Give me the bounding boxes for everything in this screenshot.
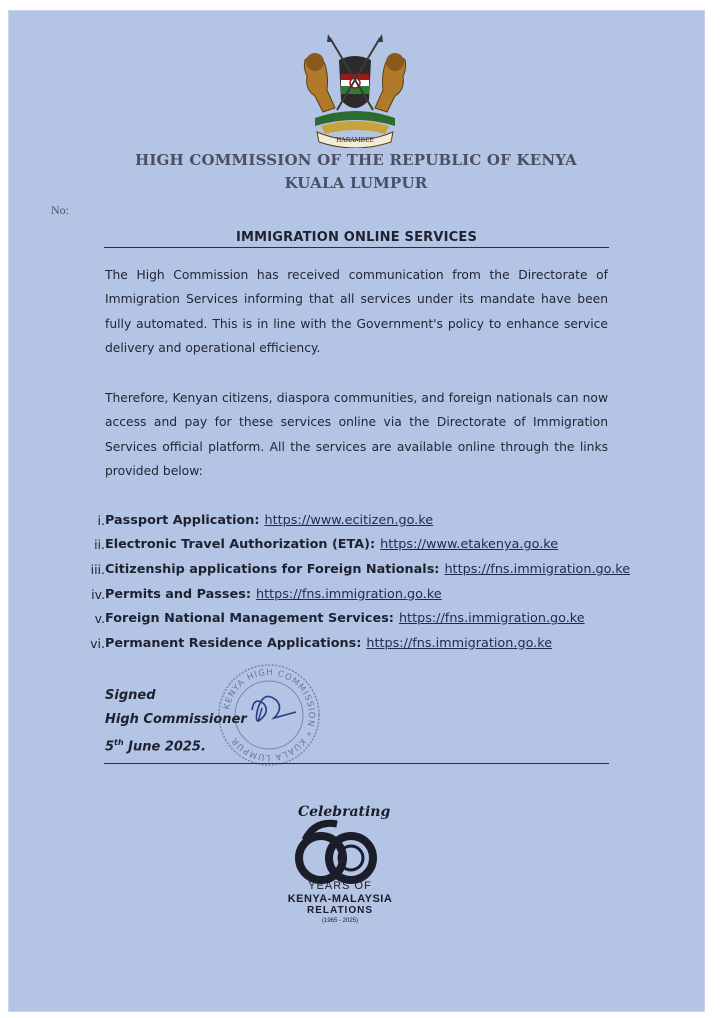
list-number: iii. [90, 561, 105, 577]
list-item [80, 631, 680, 656]
years-of-text: YEARS OF [308, 880, 372, 892]
signature-date [105, 731, 247, 759]
service-label: Permanent Residence Applications: [105, 635, 362, 651]
service-link[interactable]: https://www.ecitizen.go.ke [264, 512, 434, 528]
signed-label: Signed [105, 688, 156, 703]
list-number: v. [94, 611, 105, 627]
service-label: Citizenship applications for Foreign Nationals: [105, 561, 440, 577]
body-paragraph-2: Therefore, Kenyan citizens, diaspora communities, and foreign nationals can now access and pay for these services online via the Directorate of Immigration Services official platform. All the services are available online through the links provided below: [105, 391, 608, 478]
service-link[interactable]: https://fns.immigration.go.ke [255, 586, 442, 602]
svg-text:KENYA HIGH COMMISSION * KUALA: KENYA HIGH COMMISSION * KUALA LUMPUR [222, 667, 317, 763]
list-item [80, 533, 680, 558]
list-number: ii. [94, 537, 105, 553]
celebrating-text: Celebrating [298, 804, 391, 820]
body-paragraph-1: The High Commission has received communication from the Directorate of Immigration Services informing that all services under its mandate have been fully automated. This is in line with the Government's policy to enhance service delivery and operational efficiency. [105, 268, 608, 355]
signatory-title: High Commissioner [105, 711, 247, 727]
list-item [80, 557, 680, 582]
high-commission-city: KUALA LUMPUR [284, 174, 428, 192]
date-rest: June 2025. [123, 739, 206, 755]
svg-text:HARAMBEE: HARAMBEE [336, 137, 374, 144]
service-label: Foreign National Management Services: [105, 611, 394, 627]
services-list [80, 508, 680, 656]
list-number: vi. [90, 635, 105, 651]
service-link[interactable]: https://fns.immigration.go.ke [366, 635, 553, 651]
list-item [80, 606, 680, 631]
reference-number-label: No: [51, 203, 69, 217]
svg-text:60: 60 [339, 862, 341, 863]
date-suffix: th [114, 738, 124, 747]
relations-text: RELATIONS [306, 905, 374, 916]
list-number: i. [97, 512, 105, 528]
countries-text: KENYA-MALAYSIA [287, 893, 393, 905]
service-label: Permits and Passes: [105, 586, 251, 602]
service-label: Electronic Travel Authorization (ETA): [105, 537, 376, 553]
high-commission-title: HIGH COMMISSION OF THE REPUBLIC OF KENYA [134, 151, 578, 169]
signature-block [105, 684, 247, 759]
list-item [80, 582, 680, 607]
year-range-text: (1965 - 2025) [321, 918, 359, 924]
kenya-coat-of-arms-icon [295, 30, 415, 148]
subject-heading: IMMIGRATION ONLINE SERVICES [235, 230, 478, 245]
service-link[interactable]: https://fns.immigration.go.ke [398, 611, 585, 627]
service-link[interactable]: https://fns.immigration.go.ke [444, 561, 631, 577]
signature-rule [104, 763, 609, 764]
service-link[interactable]: https://www.etakenya.go.ke [380, 537, 559, 553]
subject-underline [104, 247, 609, 248]
list-number: iv. [91, 586, 105, 602]
list-item [80, 508, 680, 533]
date-day: 5 [105, 739, 115, 755]
service-label: Passport Application: [105, 512, 260, 528]
